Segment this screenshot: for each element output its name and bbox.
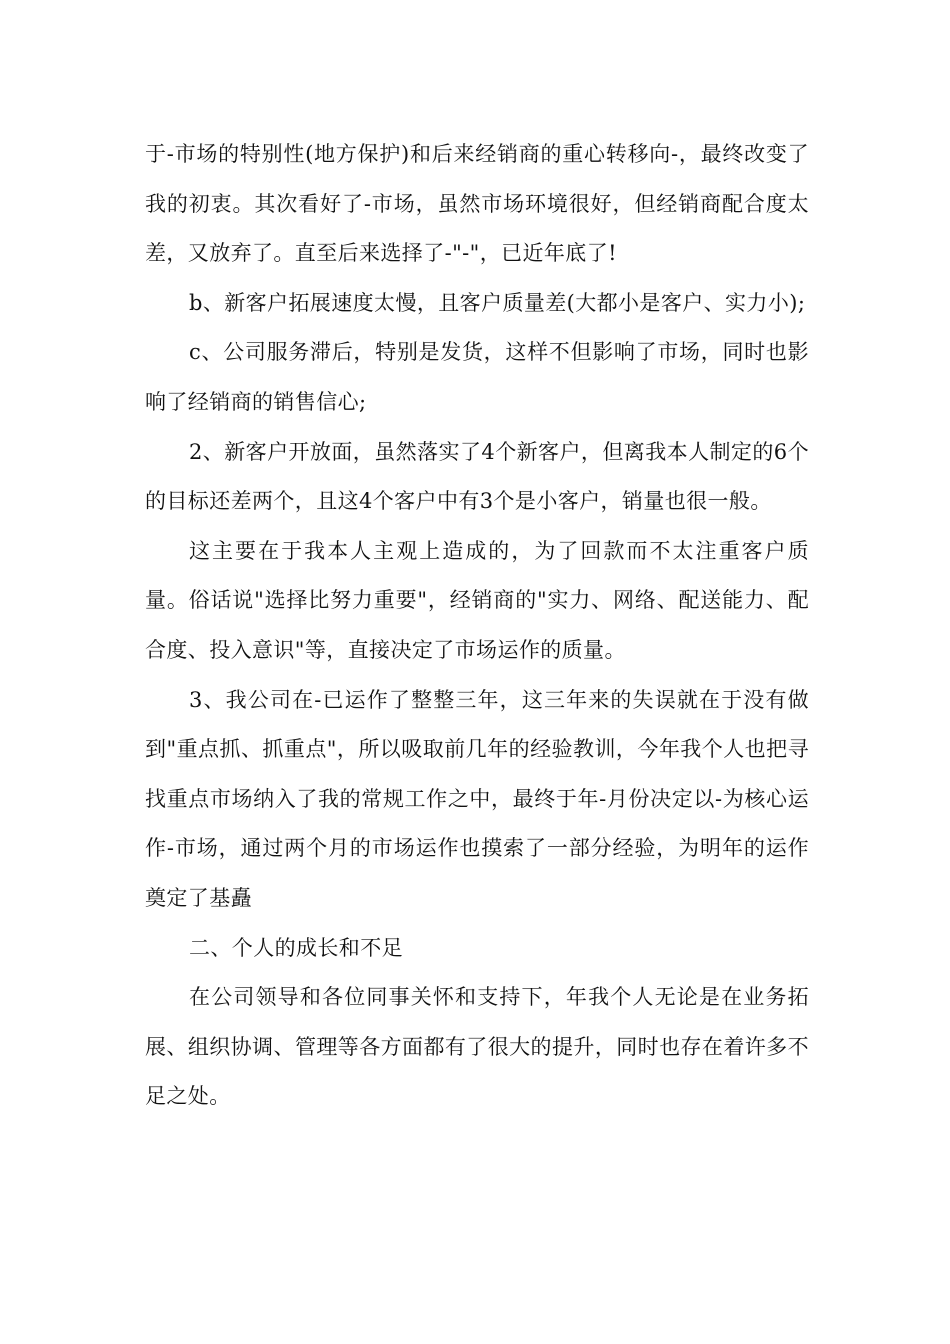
paragraph-4: 2、新客户开放面，虽然落实了4个新客户，但离我本人制定的6个的目标还差两个，且这4个客户中有3个是小客户，销量也很一般。	[145, 439, 809, 514]
paragraph-1: 于-市场的特别性(地方保护)和后来经销商的重心转移向-，最终改变了我的初衷。其次看好了-市场，虽然市场环境很好，但经销商配合度太差，又放弃了。直至后来选择了-"-"，已近年底了!	[145, 142, 809, 266]
section-heading: 二、个人的成长和不足	[189, 935, 403, 960]
paragraph-7: 在公司领导和各位同事关怀和支持下，年我个人无论是在业务拓展、组织协调、管理等各方面都有了很大的提升，同时也存在着许多不足之处。	[145, 985, 809, 1109]
paragraph-6: 3、我公司在-已运作了整整三年，这三年来的失误就在于没有做到"重点抓、抓重点"，所以吸取前几年的经验教训，今年我个人也把寻找重点市场纳入了我的常规工作之中，最终于年-月份决定以-为核心运作-市场，通过两个月的市场运作也摸索了一部分经验，为明年的运作奠定了基矗	[145, 687, 809, 910]
paragraph-5: 这主要在于我本人主观上造成的，为了回款而不太注重客户质量。俗话说"选择比努力重要"，经销商的"实力、网络、配送能力、配合度、投入意识"等，直接决定了市场运作的质量。	[145, 538, 809, 662]
paragraph-3: c、公司服务滞后，特别是发货，这样不但影响了市场，同时也影响了经销商的销售信心;	[145, 340, 809, 414]
paragraph-2: b、新客户拓展速度太慢，且客户质量差(大都小是客户、实力小);	[189, 290, 806, 315]
document-body	[145, 130, 809, 1122]
